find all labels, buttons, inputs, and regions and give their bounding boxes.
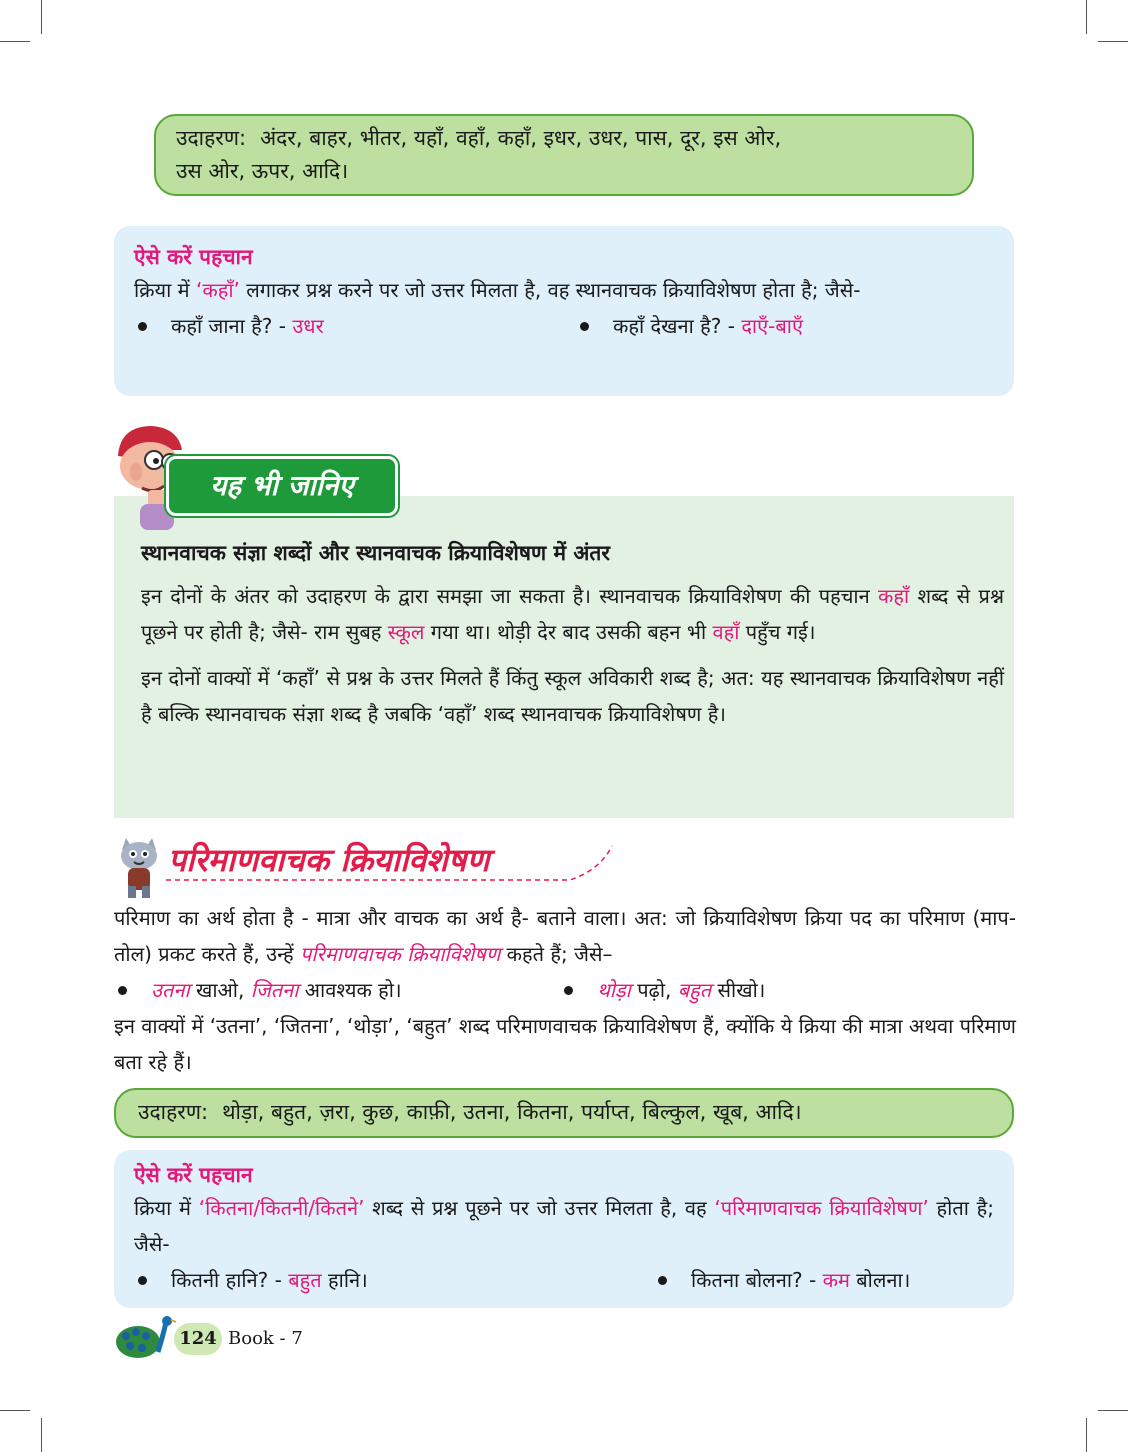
examples-label: उदाहरण: bbox=[138, 1100, 209, 1124]
key-word: ‘कहाँ’ bbox=[196, 278, 240, 302]
bullet-dot bbox=[658, 1276, 667, 1285]
crop-mark bbox=[0, 41, 30, 42]
list-item: कितना बोलना? - कम बोलना। bbox=[654, 1262, 910, 1298]
crop-mark bbox=[0, 1410, 30, 1411]
crop-mark bbox=[1086, 0, 1087, 34]
identify-heading: ऐसे करें पहचान bbox=[134, 1163, 253, 1187]
section-paragraph: इन वाक्यों में ‘उतना’, ‘जितना’, ‘थोड़ा’, ‘बहुत’ शब्द परिमाणवाचक क्रियाविशेषण हैं, क्योंकि ये क्रिया की मात्रा अथवा परिमाण बता रहे हैं। bbox=[114, 1014, 1016, 1074]
bullet-dot bbox=[118, 986, 127, 995]
list-item: कहाँ देखना है? - दाएँ-बाएँ bbox=[576, 308, 803, 344]
examples-text: उस ओर, ऊपर, आदि। bbox=[176, 159, 349, 183]
bullet-dot bbox=[138, 322, 147, 331]
page-number: 124 bbox=[174, 1323, 222, 1355]
list-item: कितनी हानि? - बहुत हानि। bbox=[134, 1262, 368, 1298]
know-more-subheading: स्थानवाचक संज्ञा शब्दों और स्थानवाचक क्रियाविशेषण में अंतर bbox=[141, 541, 610, 565]
know-more-paragraph: इन दोनों के अंतर को उदाहरण के द्वारा समझा जा सकता है। स्थानवाचक क्रियाविशेषण की पहचान कहाँ शब्द से प्रश्न पूछने पर होती है; जैसे- राम सुबह स्कूल गया था। थोड़ी देर बाद उसकी बहन भी वहाँ पहुँच गई। bbox=[141, 584, 1004, 644]
crop-mark bbox=[41, 0, 42, 34]
identify-text: क्रिया में ‘कहाँ’ लगाकर प्रश्न करने पर जो उत्तर मिलता है, वह स्थानवाचक क्रियाविशेषण होता है; जैसे- bbox=[134, 278, 861, 302]
book-label: Book - 7 bbox=[228, 1328, 303, 1349]
examples-text: थोड़ा, बहुत, ज़रा, कुछ, काफ़ी, उतना, कितना, पर्याप्त, बिल्कुल, खूब, आदि। bbox=[222, 1100, 802, 1124]
list-item: उतना खाओ, जितना आवश्यक हो। bbox=[114, 972, 402, 1008]
identify-place-box bbox=[114, 226, 1014, 396]
identify-heading: ऐसे करें पहचान bbox=[134, 245, 253, 269]
know-more-paragraph: इन दोनों वाक्यों में ‘कहाँ’ से प्रश्न के उत्तर मिलते हैं किंतु स्कूल अविकारी शब्द है; अत: यह स्थानवाचक क्रियाविशेषण नहीं है बल्कि स्थानवाचक संज्ञा शब्द है जबकि ‘वहाँ’ शब्द स्थानवाचक क्रियाविशेषण है। bbox=[141, 666, 1004, 726]
peacock-icon bbox=[114, 1312, 178, 1362]
bullet-dot bbox=[564, 986, 573, 995]
examples-label: उदाहरण: bbox=[176, 126, 247, 150]
list-item: थोड़ा पढ़ो, बहुत सीखो। bbox=[560, 972, 765, 1008]
list-item: कहाँ जाना है? - उधर bbox=[134, 308, 324, 344]
examples-quantity-box bbox=[114, 1088, 1014, 1138]
know-more-tag: यह भी जानिए bbox=[166, 456, 398, 516]
know-more-box bbox=[114, 496, 1014, 818]
examples-text: अंदर, बाहर, भीतर, यहाँ, वहाँ, कहाँ, इधर, उधर, पास, दूर, इस ओर, bbox=[260, 126, 782, 150]
identify-text: क्रिया में ‘कितना/कितनी/कितने’ शब्द से प्रश्न पूछने पर जो उत्तर मिलता है, वह ‘परिमाणवाचक क्रियाविशेषण’ होता है; जैसे- bbox=[134, 1196, 995, 1256]
examples-place-box bbox=[154, 114, 974, 196]
identify-quantity-box bbox=[114, 1150, 1014, 1308]
section-title: परिमाणवाचक क्रियाविशेषण bbox=[168, 841, 490, 879]
bullet-dot bbox=[580, 322, 589, 331]
crop-mark bbox=[41, 1418, 42, 1452]
crop-mark bbox=[1098, 41, 1128, 42]
bullet-list bbox=[134, 1262, 994, 1298]
section-paragraph: परिमाण का अर्थ होता है - मात्रा और वाचक का अर्थ है- बताने वाला। अत: जो क्रियाविशेषण क्रिया पद का परिमाण (माप-तोल) प्रकट करते हैं, उन्हें परिमाणवाचक क्रियाविशेषण कहते हैं; जैसे– bbox=[114, 906, 1016, 966]
bullet-list bbox=[114, 972, 1016, 1008]
crop-mark bbox=[1098, 1410, 1128, 1411]
crop-mark bbox=[1086, 1418, 1087, 1452]
title-underline bbox=[160, 840, 620, 886]
bullet-dot bbox=[138, 1276, 147, 1285]
section-body bbox=[114, 900, 1016, 1080]
bullet-list bbox=[134, 308, 994, 344]
